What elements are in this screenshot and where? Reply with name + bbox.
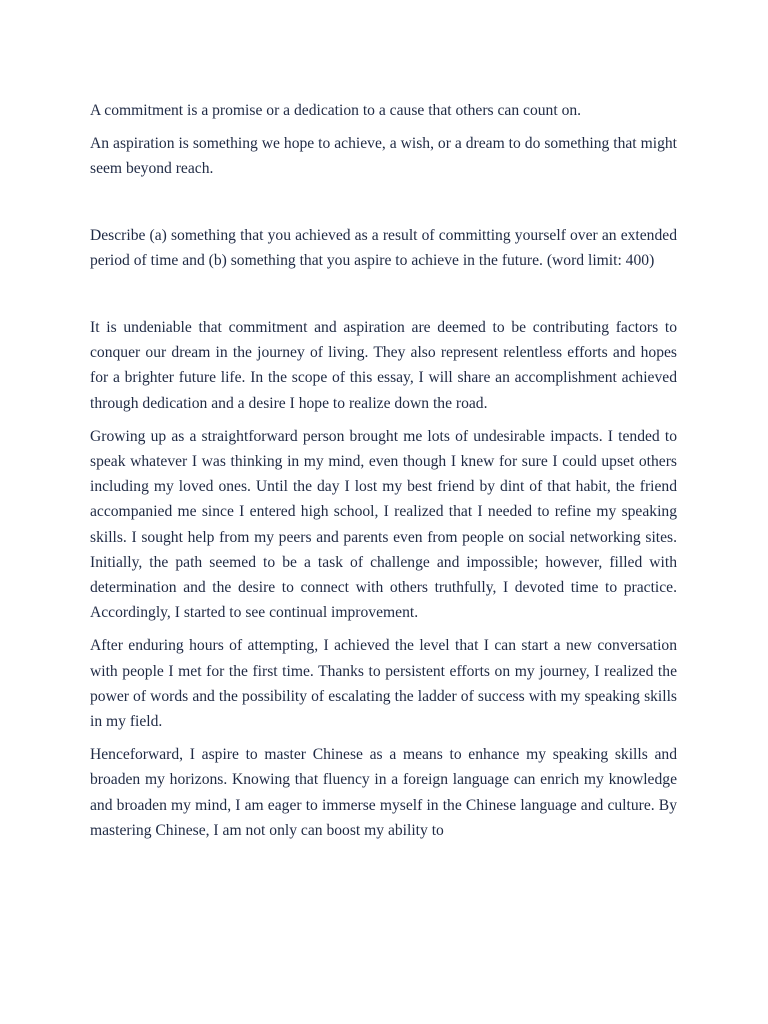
document-page [90,98,677,843]
essay-paragraph-achievement: Growing up as a straightforward person brought me lots of undesirable impacts. I tended to speak whatever I was thinking in my mind, even though I knew for sure I could upset others including my loved ones. Until the day I lost my best friend by dint of that habit, the friend accompanied me since I entered high school, I realized that I needed to refine my speaking skills. I sought help from my peers and parents even from people on social networking sites. Initially, the path seemed to be a task of challenge and impossible; however, filled with determination and the desire to connect with others truthfully, I devoted time to practice. Accordingly, I started to see continual improvement. [90,427,677,622]
essay-paragraph-result: After enduring hours of attempting, I achieved the level that I can start a new conversation with people I met for the first time. Thanks to persistent efforts on my journey, I realized the power of words and the possibility of escalating the ladder of success with my speaking skills in my field. [90,637,677,731]
commitment-definition: A commitment is a promise or a dedication to a cause that others can count on. [90,102,582,119]
essay-prompt: Describe (a) something that you achieved as a result of committing yourself over an extended period of time and (b) something that you aspire to achieve in the future. (word limit: 400) [90,226,677,269]
essay-paragraph-introduction: It is undeniable that commitment and aspiration are deemed to be contributing factors to conquer our dream in the journey of living. They also represent relentless efforts and hopes for a brighter future life. In the scope of this essay, I will share an accomplishment achieved through dedication and a desire I hope to realize down the road. [90,319,677,412]
aspiration-definition: An aspiration is something we hope to achieve, a wish, or a dream to do something that might seem beyond reach. [90,135,677,178]
essay-paragraph-aspiration: Henceforward, I aspire to master Chinese as a means to enhance my speaking skills and broaden my horizons. Knowing that fluency in a foreign language can enrich my knowledge and broaden my mind, I am eager to immerse myself in the Chinese language and culture. By mastering Chinese, I am not only can boost my ability to [90,746,677,839]
